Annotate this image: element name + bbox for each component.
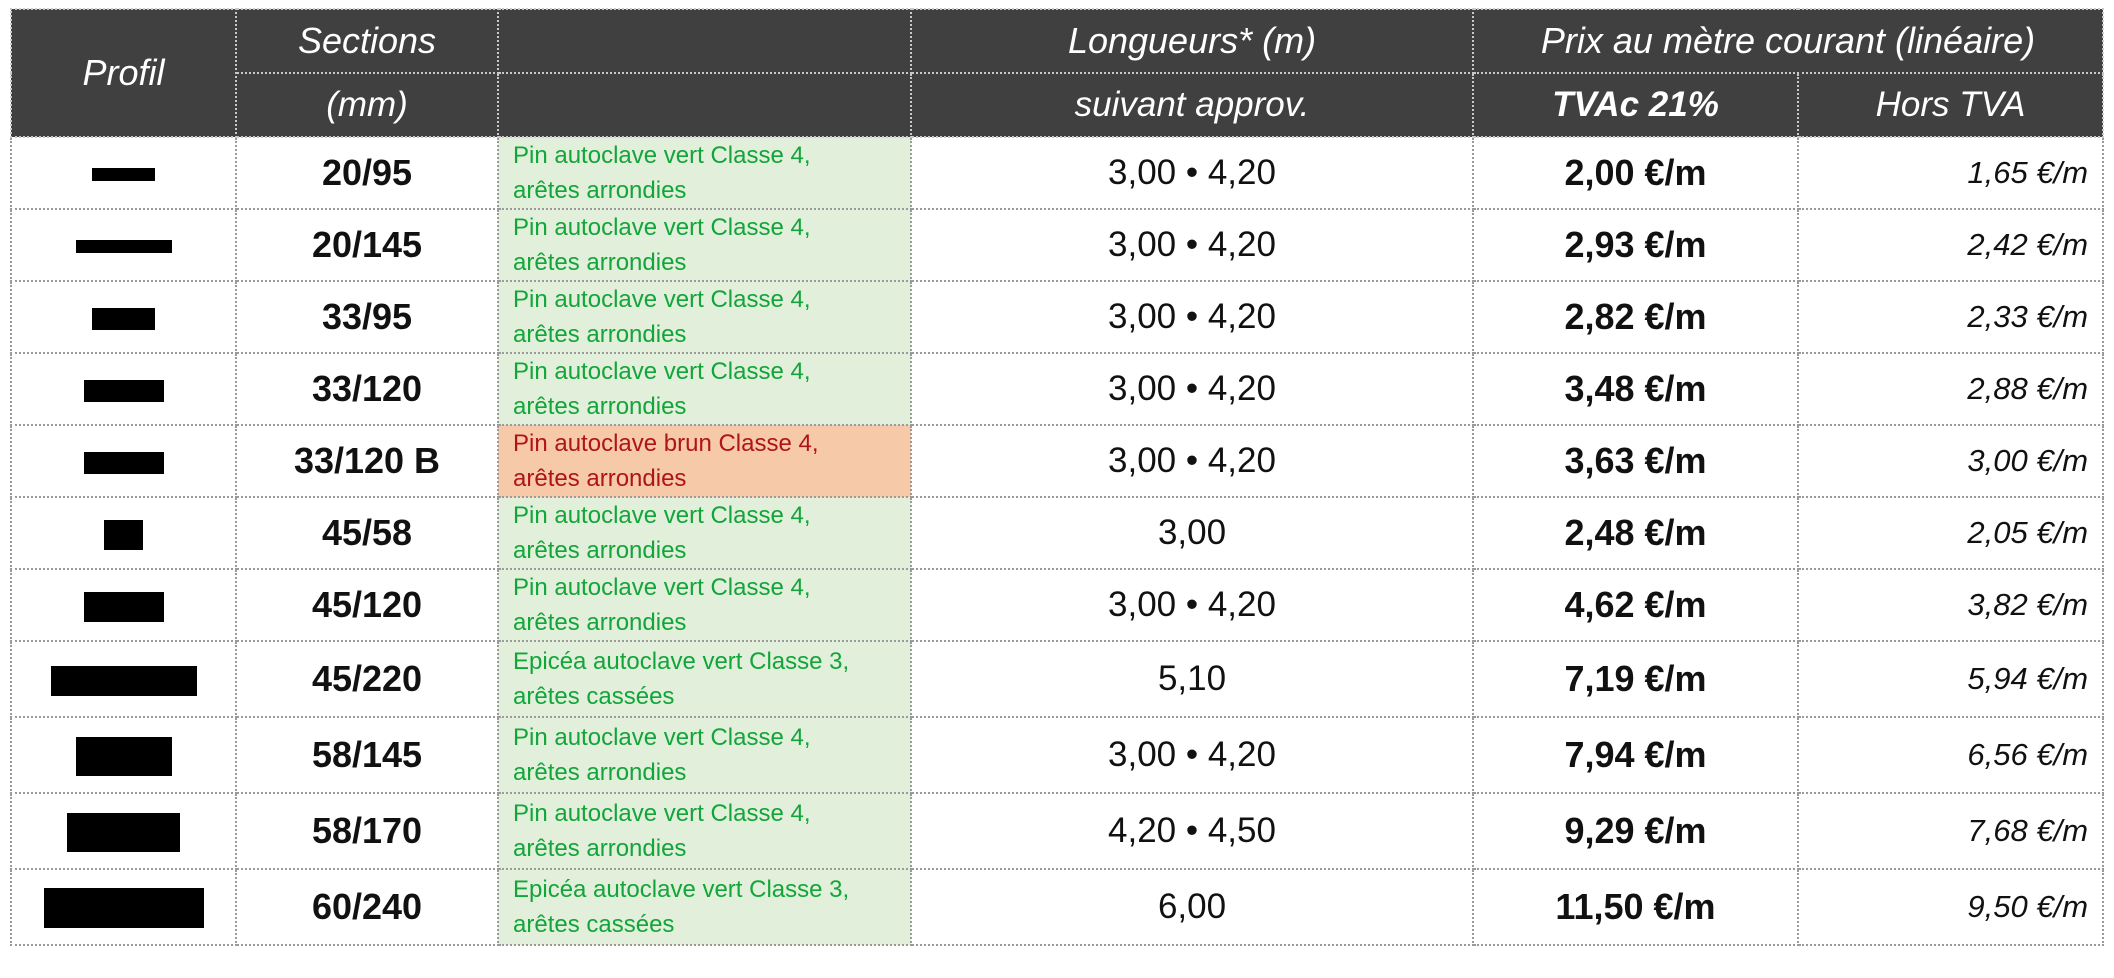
- header-profil: Profil: [11, 9, 236, 137]
- price-tvac-value: 11,50 €/m: [1473, 869, 1798, 945]
- description-line-2: arêtes arrondies: [513, 609, 687, 636]
- profile-shape-icon: [76, 737, 172, 776]
- section-value: 33/95: [236, 281, 498, 353]
- header-description-blank: [498, 9, 911, 73]
- profile-cell: [11, 869, 236, 945]
- description-line-1: Pin autoclave brun Classe 4,: [513, 430, 819, 457]
- table-header: [11, 9, 2103, 137]
- description-cell: [498, 353, 911, 425]
- description-cell: [498, 869, 911, 945]
- header-description-blank-2: [498, 73, 911, 137]
- profile-cell: [11, 641, 236, 717]
- profile-cell: [11, 497, 236, 569]
- price-tvac-value: 3,63 €/m: [1473, 425, 1798, 497]
- price-tvac-value: 7,19 €/m: [1473, 641, 1798, 717]
- lengths-value: 3,00 • 4,20: [911, 137, 1473, 209]
- profile-cell: [11, 569, 236, 641]
- description-line-2: arêtes arrondies: [513, 835, 687, 862]
- profile-cell: [11, 425, 236, 497]
- description-line-2: arêtes arrondies: [513, 759, 687, 786]
- lengths-value: 3,00 • 4,20: [911, 425, 1473, 497]
- price-table: [10, 8, 2104, 946]
- lengths-value: 3,00 • 4,20: [911, 281, 1473, 353]
- price-tvac-value: 2,93 €/m: [1473, 209, 1798, 281]
- description-line-1: Epicéa autoclave vert Classe 3,: [513, 648, 850, 675]
- profile-shape-icon: [51, 666, 197, 696]
- price-ht-value: 3,00 €/m: [1798, 425, 2103, 497]
- price-tvac-value: 4,62 €/m: [1473, 569, 1798, 641]
- description-cell: [498, 497, 911, 569]
- table-row: [11, 869, 2103, 945]
- section-value: 58/145: [236, 717, 498, 793]
- table-body: [11, 137, 2103, 945]
- price-tvac-value: 3,48 €/m: [1473, 353, 1798, 425]
- description-line-1: Pin autoclave vert Classe 4,: [513, 502, 811, 529]
- price-ht-value: 2,42 €/m: [1798, 209, 2103, 281]
- table-row: [11, 137, 2103, 209]
- profile-cell: [11, 137, 236, 209]
- price-ht-value: 7,68 €/m: [1798, 793, 2103, 869]
- header-hors-tva: Hors TVA: [1798, 73, 2103, 137]
- price-ht-value: 6,56 €/m: [1798, 717, 2103, 793]
- profile-shape-icon: [92, 168, 155, 181]
- table-row: [11, 497, 2103, 569]
- header-sections-unit: (mm): [236, 73, 498, 137]
- profile-cell: [11, 209, 236, 281]
- description-cell: [498, 641, 911, 717]
- description-line-2: arêtes cassées: [513, 683, 675, 710]
- description-line-2: arêtes arrondies: [513, 249, 687, 276]
- table-row: [11, 793, 2103, 869]
- profile-shape-icon: [76, 240, 172, 253]
- table-row: [11, 281, 2103, 353]
- price-ht-value: 1,65 €/m: [1798, 137, 2103, 209]
- description-line-1: Epicéa autoclave vert Classe 3,: [513, 876, 850, 903]
- profile-shape-icon: [44, 888, 204, 928]
- profile-cell: [11, 353, 236, 425]
- price-tvac-value: 2,82 €/m: [1473, 281, 1798, 353]
- section-value: 45/220: [236, 641, 498, 717]
- header-prix: Prix au mètre courant (linéaire): [1473, 9, 2103, 73]
- table-row: [11, 353, 2103, 425]
- section-value: 20/95: [236, 137, 498, 209]
- description-line-2: arêtes arrondies: [513, 321, 687, 348]
- price-tvac-value: 2,00 €/m: [1473, 137, 1798, 209]
- section-value: 45/120: [236, 569, 498, 641]
- description-cell: [498, 569, 911, 641]
- description-line-1: Pin autoclave vert Classe 4,: [513, 574, 811, 601]
- description-line-1: Pin autoclave vert Classe 4,: [513, 214, 811, 241]
- price-ht-value: 2,05 €/m: [1798, 497, 2103, 569]
- price-ht-value: 3,82 €/m: [1798, 569, 2103, 641]
- table-row: [11, 717, 2103, 793]
- header-longueurs-note: suivant approv.: [911, 73, 1473, 137]
- lengths-value: 4,20 • 4,50: [911, 793, 1473, 869]
- description-line-2: arêtes arrondies: [513, 177, 687, 204]
- description-line-2: arêtes arrondies: [513, 465, 687, 492]
- profile-shape-icon: [67, 813, 180, 852]
- description-cell: [498, 793, 911, 869]
- section-value: 45/58: [236, 497, 498, 569]
- profile-shape-icon: [84, 592, 164, 622]
- price-tvac-value: 2,48 €/m: [1473, 497, 1798, 569]
- table-row: [11, 641, 2103, 717]
- price-ht-value: 9,50 €/m: [1798, 869, 2103, 945]
- description-line-1: Pin autoclave vert Classe 4,: [513, 724, 811, 751]
- profile-cell: [11, 281, 236, 353]
- section-value: 20/145: [236, 209, 498, 281]
- description-cell: [498, 137, 911, 209]
- lengths-value: 6,00: [911, 869, 1473, 945]
- section-value: 33/120 B: [236, 425, 498, 497]
- description-line-1: Pin autoclave vert Classe 4,: [513, 358, 811, 385]
- price-ht-value: 2,33 €/m: [1798, 281, 2103, 353]
- description-line-2: arêtes arrondies: [513, 537, 687, 564]
- lengths-value: 3,00: [911, 497, 1473, 569]
- table-row: [11, 569, 2103, 641]
- section-value: 60/240: [236, 869, 498, 945]
- profile-shape-icon: [92, 308, 155, 330]
- description-line-1: Pin autoclave vert Classe 4,: [513, 142, 811, 169]
- description-line-1: Pin autoclave vert Classe 4,: [513, 800, 811, 827]
- section-value: 33/120: [236, 353, 498, 425]
- description-cell: [498, 281, 911, 353]
- description-cell: [498, 209, 911, 281]
- section-value: 58/170: [236, 793, 498, 869]
- description-line-2: arêtes cassées: [513, 911, 675, 938]
- price-table-container: [10, 8, 2104, 946]
- profile-shape-icon: [84, 452, 164, 474]
- header-tvac: TVAc 21%: [1473, 73, 1798, 137]
- header-sections: Sections: [236, 9, 498, 73]
- lengths-value: 3,00 • 4,20: [911, 569, 1473, 641]
- price-tvac-value: 9,29 €/m: [1473, 793, 1798, 869]
- profile-cell: [11, 717, 236, 793]
- lengths-value: 5,10: [911, 641, 1473, 717]
- lengths-value: 3,00 • 4,20: [911, 353, 1473, 425]
- table-row: [11, 209, 2103, 281]
- profile-shape-icon: [84, 380, 164, 402]
- description-cell: [498, 717, 911, 793]
- lengths-value: 3,00 • 4,20: [911, 717, 1473, 793]
- price-ht-value: 5,94 €/m: [1798, 641, 2103, 717]
- profile-cell: [11, 793, 236, 869]
- description-line-2: arêtes arrondies: [513, 393, 687, 420]
- price-tvac-value: 7,94 €/m: [1473, 717, 1798, 793]
- header-longueurs: Longueurs* (m): [911, 9, 1473, 73]
- price-ht-value: 2,88 €/m: [1798, 353, 2103, 425]
- lengths-value: 3,00 • 4,20: [911, 209, 1473, 281]
- profile-shape-icon: [104, 520, 143, 550]
- table-row: [11, 425, 2103, 497]
- description-line-1: Pin autoclave vert Classe 4,: [513, 286, 811, 313]
- description-cell: [498, 425, 911, 497]
